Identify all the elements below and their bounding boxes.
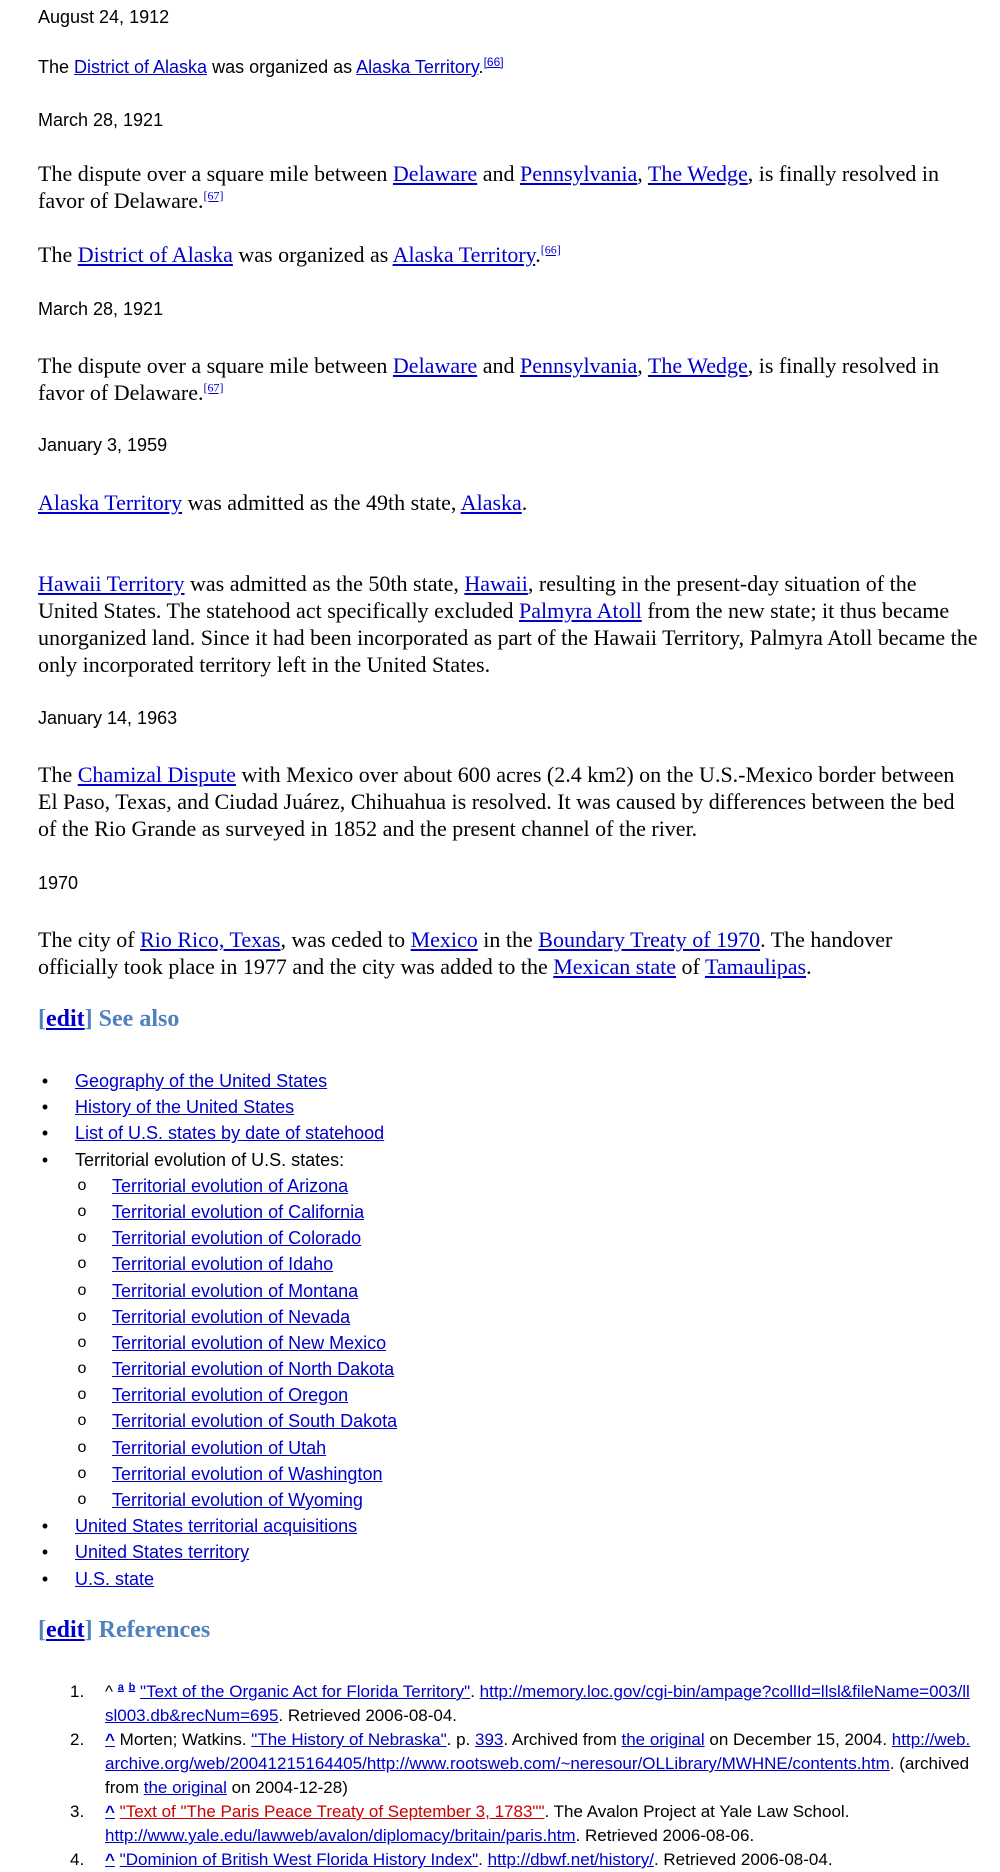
link-delaware[interactable]: Delaware (392, 353, 478, 378)
circle-bullet-icon: o (77, 1281, 87, 1299)
event-paragraph: The city of Rio Rico, Texas, was ceded to Mexico in the Boundary Treaty of 1970. The handover officially took place in 1977 and the city was added to the Mexican state of Tamaulipas. (38, 927, 893, 979)
territorial-evolution-link[interactable]: Territorial evolution of Idaho (112, 1254, 334, 1275)
link-rio-rico-texas[interactable]: Rio Rico, Texas (140, 927, 281, 952)
caret-icon[interactable]: ^ (105, 1802, 115, 1821)
caret-icon: ^ (105, 1682, 113, 1701)
sub-list-item (38, 1278, 978, 1304)
list-item (38, 1120, 978, 1146)
territorial-evolution-link[interactable]: Territorial evolution of Utah (112, 1437, 327, 1458)
see-also-list (38, 1068, 978, 1592)
event-paragraph: The District of Alaska was organized as Alaska Territory.[66] (38, 242, 561, 267)
link-district-of-alaska[interactable]: District of Alaska (77, 242, 233, 267)
sub-list-item (38, 1487, 978, 1513)
circle-bullet-icon: o (77, 1307, 87, 1325)
citation-66[interactable]: [66] (540, 242, 561, 257)
link-palmyra-atoll[interactable]: Palmyra Atoll (519, 598, 642, 623)
date-heading: January 3, 1959 (38, 435, 168, 455)
event-paragraph: Alaska Territory was admitted as the 49th state, Alaska. (38, 490, 528, 515)
reference-item: 3. ^ "Text of "The Paris Peace Treaty of September 3, 1783"". The Avalon Project at Yale Law School. http://www.yale.edu/lawweb/avalon/diplomacy/britain/paris.htm. Retrieved 2006-08-06. (70, 1802, 850, 1845)
link-alaska-territory[interactable]: Alaska Territory (38, 490, 183, 515)
list-item (38, 1094, 978, 1120)
see-also-link[interactable]: Geography of the United States (75, 1071, 328, 1091)
territorial-evolution-link[interactable]: Territorial evolution of Oregon (112, 1385, 349, 1406)
sub-list-item (38, 1382, 978, 1408)
circle-bullet-icon: o (77, 1360, 87, 1378)
reference-url-link[interactable]: http://www.yale.edu/lawweb/avalon/diplomacy/britain/paris.htm (105, 1826, 576, 1845)
sub-list-item (38, 1356, 978, 1382)
reference-item: 2. ^ Morten; Watkins. "The History of Nebraska". p. 393. Archived from the original on December 15, 2004. http://web.archive.org/web/20041215164405/http://www.rootsweb.com/~neresour/OLLibrary/MWHNE/contents.htm. (archived from the original on 2004-12-28) (70, 1730, 971, 1797)
link-alaska-territory[interactable]: Alaska Territory (356, 57, 479, 77)
bullet-icon: • (41, 1097, 49, 1118)
sub-list-item (38, 1435, 978, 1461)
reference-title-link[interactable]: "Dominion of British West Florida History Index" (119, 1850, 479, 1869)
bullet-icon: • (41, 1542, 49, 1563)
link-hawaii-territory[interactable]: Hawaii Territory (38, 571, 185, 596)
circle-bullet-icon: o (77, 1438, 87, 1456)
link-chamizal-dispute[interactable]: Chamizal Dispute (77, 762, 236, 787)
link-alaska[interactable]: Alaska (460, 490, 522, 515)
event-paragraph: The dispute over a square mile between Delaware and Pennsylvania, The Wedge, is finally resolved in favor of Delaware.[67] (38, 161, 939, 213)
reference-page-link[interactable]: 393 (475, 1730, 504, 1749)
references-list (38, 1680, 978, 1872)
territorial-evolution-link[interactable]: Territorial evolution of Nevada (112, 1306, 351, 1327)
circle-bullet-icon: o (77, 1229, 87, 1247)
section-heading-references: [edit] References (38, 1617, 211, 1643)
reference-original-link[interactable]: the original (621, 1730, 705, 1749)
bullet-icon: • (41, 1149, 49, 1170)
sub-list-item (38, 1251, 978, 1277)
citation-66[interactable]: [66] (483, 55, 504, 69)
sub-list-item (38, 1173, 978, 1199)
link-district-of-alaska[interactable]: District of Alaska (74, 57, 208, 77)
link-tamaulipas[interactable]: Tamaulipas (704, 954, 807, 979)
event-paragraph: The District of Alaska was organized as Alaska Territory.[66] (38, 55, 504, 77)
link-mexico[interactable]: Mexico (410, 927, 478, 952)
see-also-link[interactable]: United States territorial acquisitions (75, 1516, 358, 1537)
sub-list-item (38, 1199, 978, 1225)
caret-icon[interactable]: ^ (105, 1850, 115, 1869)
sub-list-item (38, 1304, 978, 1330)
edit-link[interactable]: edit (46, 1617, 85, 1643)
reference-original-link[interactable]: the original (143, 1778, 227, 1797)
list-item (38, 1539, 978, 1565)
list-item (38, 1068, 978, 1094)
see-also-link[interactable]: List of U.S. states by date of statehood (75, 1123, 385, 1144)
reference-title-link[interactable]: "Text of "The Paris Peace Treaty of September 3, 1783"" (119, 1802, 545, 1821)
link-alaska-territory[interactable]: Alaska Territory (392, 242, 536, 267)
reference-url-link[interactable]: http://dbwf.net/history/ (487, 1850, 654, 1869)
edit-link[interactable]: edit (46, 1006, 85, 1032)
circle-bullet-icon: o (77, 1333, 87, 1351)
territorial-evolution-link[interactable]: Territorial evolution of Wyoming (112, 1490, 363, 1510)
circle-bullet-icon: o (77, 1255, 87, 1273)
sub-list-item (38, 1408, 978, 1434)
event-paragraph: The Chamizal Dispute with Mexico over about 600 acres (2.4 km2) on the U.S.-Mexico border between El Paso, Texas, and Ciudad Juárez, Chihuahua is resolved. It was caused by differences between the bed of the Rio Grande as surveyed in 1852 and the present channel of the river. (38, 762, 955, 841)
territorial-evolution-link[interactable]: Territorial evolution of North Dakota (112, 1359, 395, 1380)
date-heading: January 14, 1963 (38, 708, 178, 728)
backlink-b[interactable]: b (128, 1681, 136, 1694)
date-heading: March 28, 1921 (38, 299, 164, 319)
date-heading: March 28, 1921 (38, 110, 164, 130)
link-boundary-treaty-1970[interactable]: Boundary Treaty of 1970 (538, 927, 761, 952)
list-item (38, 1147, 978, 1173)
link-the-wedge[interactable]: The Wedge (647, 353, 748, 378)
list-item (38, 1513, 978, 1539)
see-also-link[interactable]: U.S. state (75, 1568, 155, 1589)
reference-item: 1. ^ $^a$ $^b$ "Text of the Organic Act for Florida Territory". http://memory.loc.gov/cgi-bin/ampage?collId=llsl&fileName=003/llsl003.db&recNum=695. Retrieved 2006-08-04. (70, 1681, 970, 1725)
sub-list-container (38, 1173, 978, 1513)
circle-bullet-icon: o (77, 1464, 87, 1482)
event-paragraph: Hawaii Territory was admitted as the 50th state, Hawaii, resulting in the present-day situation of the United States. The statehood act specifically excluded Palmyra Atoll from the new state; it thus became unorganized land. Since it had been incorporated as part of the Hawaii Territory, Palmyra Atoll became the only incorporated territory left in the United States. (38, 571, 978, 677)
reference-item: 4. ^ "Dominion of British West Florida History Index". http://dbwf.net/history/. Retrieved 2006-08-04. (70, 1850, 833, 1869)
sub-list-item (38, 1461, 978, 1487)
event-paragraph: The dispute over a square mile between Delaware and Pennsylvania, The Wedge, is finally resolved in favor of Delaware.[67] (38, 353, 939, 405)
list-item (38, 1566, 978, 1592)
link-mexican-state[interactable]: Mexican state (553, 954, 677, 979)
territorial-evolution-link[interactable]: Territorial evolution of Colorado (112, 1228, 362, 1249)
bullet-icon: • (41, 1568, 49, 1589)
link-delaware[interactable]: Delaware (392, 161, 478, 186)
see-also-link[interactable]: United States territory (75, 1542, 250, 1563)
territorial-evolution-link[interactable]: Territorial evolution of South Dakota (112, 1411, 398, 1432)
sub-list-item (38, 1225, 978, 1251)
reference-title-link[interactable]: "The History of Nebraska" (251, 1730, 447, 1749)
date-heading: August 24, 1912 (38, 7, 170, 27)
circle-bullet-icon: o (77, 1491, 87, 1508)
territorial-evolution-link[interactable]: Territorial evolution of New Mexico (112, 1332, 387, 1353)
circle-bullet-icon: o (77, 1412, 87, 1430)
bullet-icon: • (41, 1123, 49, 1144)
reference-archive-url-link[interactable]: http://web.archive.org/web/20041215164405/http://www.rootsweb.com/~neresour/OLLibrary/MWHNE/contents.htm (105, 1730, 971, 1773)
bullet-icon: • (41, 1516, 49, 1537)
section-heading-see-also: [edit] See also (38, 1006, 180, 1032)
citation-67[interactable]: [67] (203, 380, 224, 395)
link-the-wedge[interactable]: The Wedge (647, 161, 748, 186)
territorial-evolution-link[interactable]: Territorial evolution of Washington (112, 1463, 383, 1484)
date-heading: 1970 (38, 873, 79, 893)
circle-bullet-icon: o (77, 1386, 87, 1404)
backlink-a[interactable]: a (117, 1681, 124, 1694)
bullet-icon: • (41, 1071, 49, 1091)
territorial-evolution-link[interactable]: Territorial evolution of Arizona (112, 1175, 349, 1196)
group-label: Territorial evolution of U.S. states: (75, 1149, 345, 1170)
citation-67[interactable]: [67] (203, 188, 224, 203)
caret-icon[interactable]: ^ (105, 1730, 115, 1749)
territorial-evolution-link[interactable]: Territorial evolution of Montana (112, 1280, 359, 1301)
link-pennsylvania[interactable]: Pennsylvania (519, 353, 638, 378)
reference-title-link[interactable]: "Text of the Organic Act for Florida Territory" (140, 1682, 471, 1701)
reference-url-link[interactable]: http://memory.loc.gov/cgi-bin/ampage?collId=llsl&fileName=003/llsl003.db&recNum=695 (105, 1682, 970, 1725)
territorial-evolution-list (38, 1173, 978, 1513)
circle-bullet-icon: o (77, 1176, 87, 1194)
sub-list-item (38, 1330, 978, 1356)
circle-bullet-icon: o (77, 1202, 87, 1220)
see-also-link[interactable]: History of the United States (75, 1097, 295, 1118)
link-pennsylvania[interactable]: Pennsylvania (519, 161, 638, 186)
territorial-evolution-link[interactable]: Territorial evolution of California (112, 1201, 365, 1222)
link-hawaii[interactable]: Hawaii (464, 571, 528, 596)
